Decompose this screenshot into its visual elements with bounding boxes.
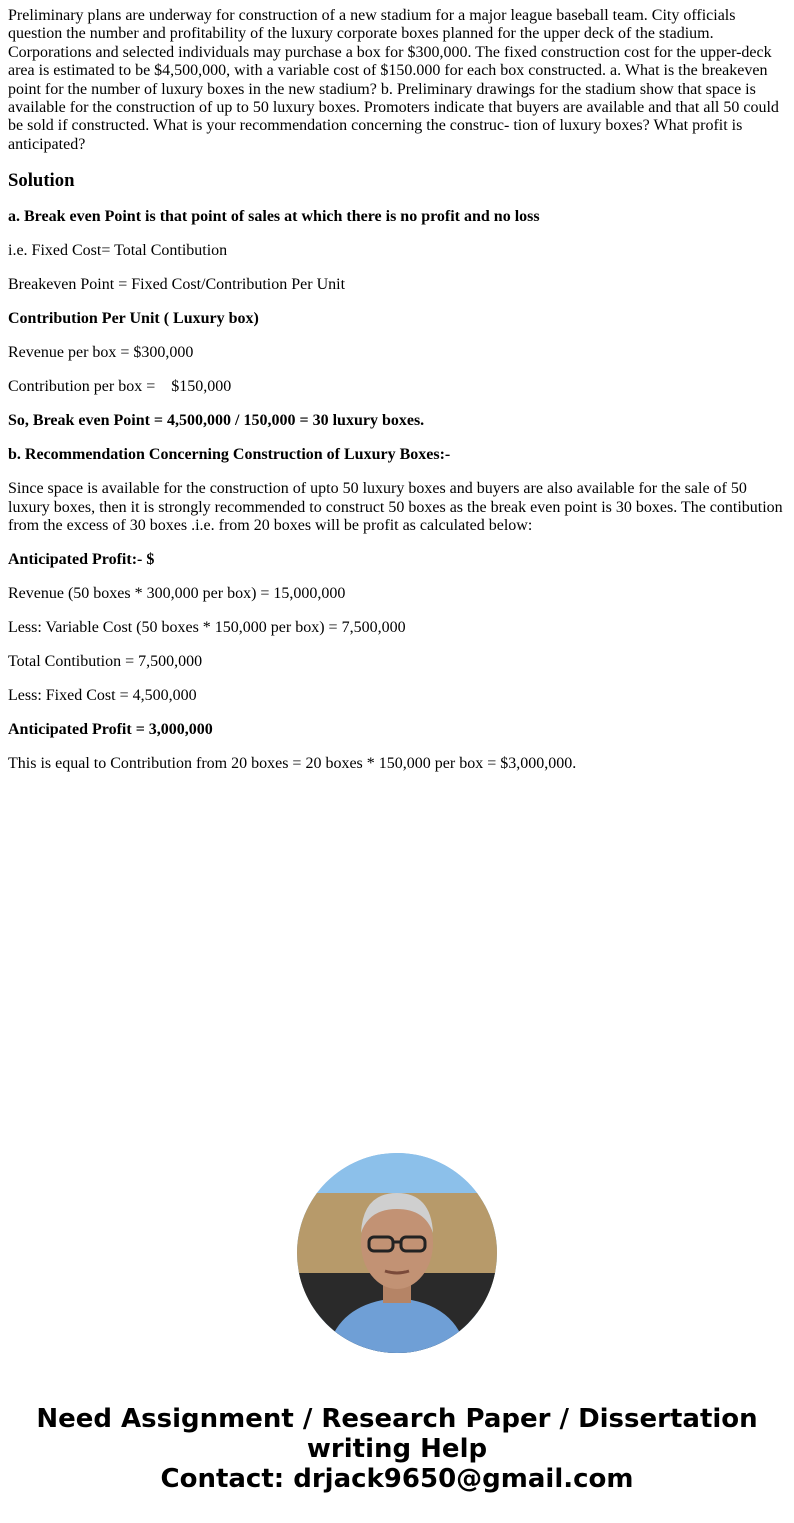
part-b-heading: b. Recommendation Concerning Construction of Luxury Boxes:- xyxy=(8,446,451,464)
person-portrait-icon xyxy=(297,1153,497,1353)
footer-line-2: writing Help xyxy=(306,1434,488,1464)
part-a-heading: a. Break even Point is that point of sales at which there is no profit and no loss xyxy=(8,208,540,226)
revenue-line: Revenue (50 boxes * 300,000 per box) = 15,000,000 xyxy=(8,585,346,603)
variable-cost-line: Less: Variable Cost (50 boxes * 150,000 per box) = 7,500,000 xyxy=(8,619,406,637)
conclusion-line: This is equal to Contribution from 20 boxes = 20 boxes * 150,000 per box = $3,000,000. xyxy=(8,755,577,773)
part-a-line1: i.e. Fixed Cost= Total Contibution xyxy=(8,242,228,260)
part-a-line2: Breakeven Point = Fixed Cost/Contribution Per Unit xyxy=(8,276,346,294)
part-a-result: So, Break even Point = 4,500,000 / 150,000 = 30 luxury boxes. xyxy=(8,412,425,430)
footer-line-1: Need Assignment / Research Paper / Dissertation xyxy=(36,1404,758,1434)
author-avatar xyxy=(297,1153,497,1353)
part-a-subheading: Contribution Per Unit ( Luxury box) xyxy=(8,310,259,328)
footer-contact: Contact: drjack9650@gmail.com xyxy=(160,1464,634,1494)
contact-footer xyxy=(0,1404,794,1494)
profit-heading: Anticipated Profit:- $ xyxy=(8,551,155,569)
part-b-paragraph: Since space is available for the construction of upto 50 luxury boxes and buyers are also available for the sale of 50 luxury boxes, then it is strongly recommended to construct 50 boxes as the break even point is 30 boxes. The contibution from the excess of 30 boxes .i.e. from 20 boxes will be profit as calculated below: xyxy=(8,480,783,535)
part-a-revenue: Revenue per box = $300,000 xyxy=(8,344,194,362)
question-text: Preliminary plans are underway for construction of a new stadium for a major league baseball team. City officials question the number and profitability of the luxury corporate boxes planned for the upper deck of the stadium. Corporations and selected individuals may purchase a box for $300,000. The fixed construction cost for the upper-deck area is estimated to be $4,500,000, with a variable cost of $150.000 for each box constructed. a. What is the breakeven point for the number of luxury boxes in the new stadium? b. Preliminary drawings for the stadium show that space is available for the construction of up to 50 luxury boxes. Promoters indicate that buyers are available and that all 50 could be sold if constructed. What is your recommendation concerning the construc- tion of luxury boxes? What profit is anticipated? xyxy=(8,7,779,153)
total-contribution-line: Total Contibution = 7,500,000 xyxy=(8,653,203,671)
profit-line: Anticipated Profit = 3,000,000 xyxy=(8,721,213,739)
fixed-cost-line: Less: Fixed Cost = 4,500,000 xyxy=(8,687,197,705)
part-a-contribution: Contribution per box = $150,000 xyxy=(8,378,232,396)
solution-heading: Solution xyxy=(8,170,75,192)
